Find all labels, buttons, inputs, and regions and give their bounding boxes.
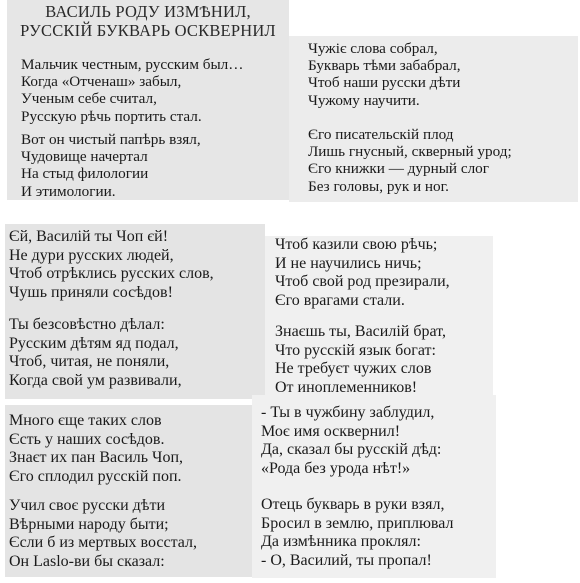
stanza-line: Вѣрными народу быти; xyxy=(9,515,169,533)
stanza-line: Єсли б из мертвых восстал, xyxy=(9,534,198,551)
stanza-line: От иноплеменников! xyxy=(275,378,418,396)
stanza-line: - О, Василий, ты пропал! xyxy=(261,551,432,569)
stanza-7 xyxy=(275,236,450,310)
stanza-1 xyxy=(21,56,243,125)
poem-panel-top-left xyxy=(7,0,289,200)
stanza-line: Много єще таких слов xyxy=(9,412,162,429)
stanza-line: Чудовище начертал xyxy=(21,148,148,166)
stanza-line: Знаєт их пан Василь Чоп, xyxy=(9,449,184,466)
stanza-line: Єго книжки — дурный слог xyxy=(308,160,489,178)
stanza-line: Букварь тѣми забабрал, xyxy=(308,57,461,75)
stanza-line: - Ты в чужбину заблудил, xyxy=(261,404,435,421)
stanza-line: Мальчик честным, русским был… xyxy=(21,56,244,73)
stanza-line: Моє имя осквернил! xyxy=(261,422,401,440)
stanza-8 xyxy=(275,323,446,397)
stanza-line: Єго писательскій плод xyxy=(308,126,454,143)
stanza-line: Знаєшь ты, Василій брат, xyxy=(275,323,446,340)
stanza-line: Русским дѣтям яд подал, xyxy=(9,334,179,352)
stanza-line: Ученым себе считал, xyxy=(21,90,157,108)
stanza-line: Єго врагами стали. xyxy=(275,291,405,309)
stanza-line: И не научились ничь; xyxy=(275,254,422,272)
poem-panel-middle-left xyxy=(5,224,265,399)
stanza-line: Чушь приняли сосѣдов! xyxy=(9,283,173,301)
poem-title-line-2: РУССКІЙ БУКВАРЬ ОСКВЕРНИЛ xyxy=(20,21,276,40)
stanza-line: Чужіє слова собрал, xyxy=(308,40,438,57)
stanza-line: И этимологии. xyxy=(21,182,116,200)
stanza-line: Когда «Отченаш» забыл, xyxy=(21,73,182,91)
stanza-line: Чтоб наши русски дѣти xyxy=(308,74,461,92)
stanza-12 xyxy=(261,496,453,570)
stanza-line: На стыд филологии xyxy=(21,165,149,183)
stanza-line: Не требуєт чужих слов xyxy=(275,360,432,377)
stanza-line: Учил своє русски дѣти xyxy=(9,497,166,514)
poem-panel-bottom-right xyxy=(252,395,496,578)
stanza-line: Чтоб, читая, не поняли, xyxy=(9,353,170,370)
stanza-line: Вот он чистый папѣрь взял, xyxy=(21,131,201,148)
stanza-3 xyxy=(308,40,461,109)
stanza-line: Без головы, рук и ног. xyxy=(308,177,449,195)
stanza-line: Єсть у наших сосѣдов. xyxy=(9,430,165,448)
stanza-10 xyxy=(9,497,197,571)
stanza-line: Лишь гнусный, скверный урод; xyxy=(308,143,512,161)
poem-panel-bottom-left xyxy=(5,405,252,577)
stanza-5 xyxy=(9,228,214,302)
stanza-line: Чтоб казили свою рѣчь; xyxy=(275,236,438,253)
stanza-11 xyxy=(261,404,441,478)
stanza-line: «Рода без урода нѣт!» xyxy=(261,459,411,477)
stanza-line: Когда свой ум развивали, xyxy=(9,371,182,389)
poem-panel-middle-right xyxy=(265,236,493,399)
stanza-line: Да измѣнника проклял: xyxy=(261,533,421,550)
stanza-6 xyxy=(9,316,182,390)
stanza-2 xyxy=(21,131,201,200)
stanza-line: Русскую рѣчь портить стал. xyxy=(21,107,202,125)
stanza-line: Єй, Василій ты Чоп єй! xyxy=(9,228,169,245)
stanza-line: Он Laslo-ви бы сказал: xyxy=(9,552,165,570)
poem-panel-top-right xyxy=(289,36,578,202)
stanza-4 xyxy=(308,126,512,195)
stanza-line: Ты безсовѣстно дѣлал: xyxy=(9,316,165,333)
stanza-line: Бросил в землю, приплювал xyxy=(261,514,454,532)
stanza-line: Чтоб свой род презирали, xyxy=(275,273,450,290)
stanza-line: Не дури русских людей, xyxy=(9,246,174,264)
stanza-line: Да, сказал бы русскій дѣд: xyxy=(261,441,442,458)
stanza-line: Чужому научити. xyxy=(308,91,420,109)
stanza-line: Что русскій язык богат: xyxy=(275,341,436,359)
stanza-line: Отець букварь в руки взял, xyxy=(261,496,445,513)
stanza-line: Чтоб отрѣклись русских слов, xyxy=(9,265,214,282)
stanza-line: Єго сплодил русскій поп. xyxy=(9,467,182,485)
poem-title-line-1: ВАСИЛЬ РОДУ ИЗМѢНИЛ, xyxy=(45,2,251,21)
stanza-9 xyxy=(9,412,183,486)
